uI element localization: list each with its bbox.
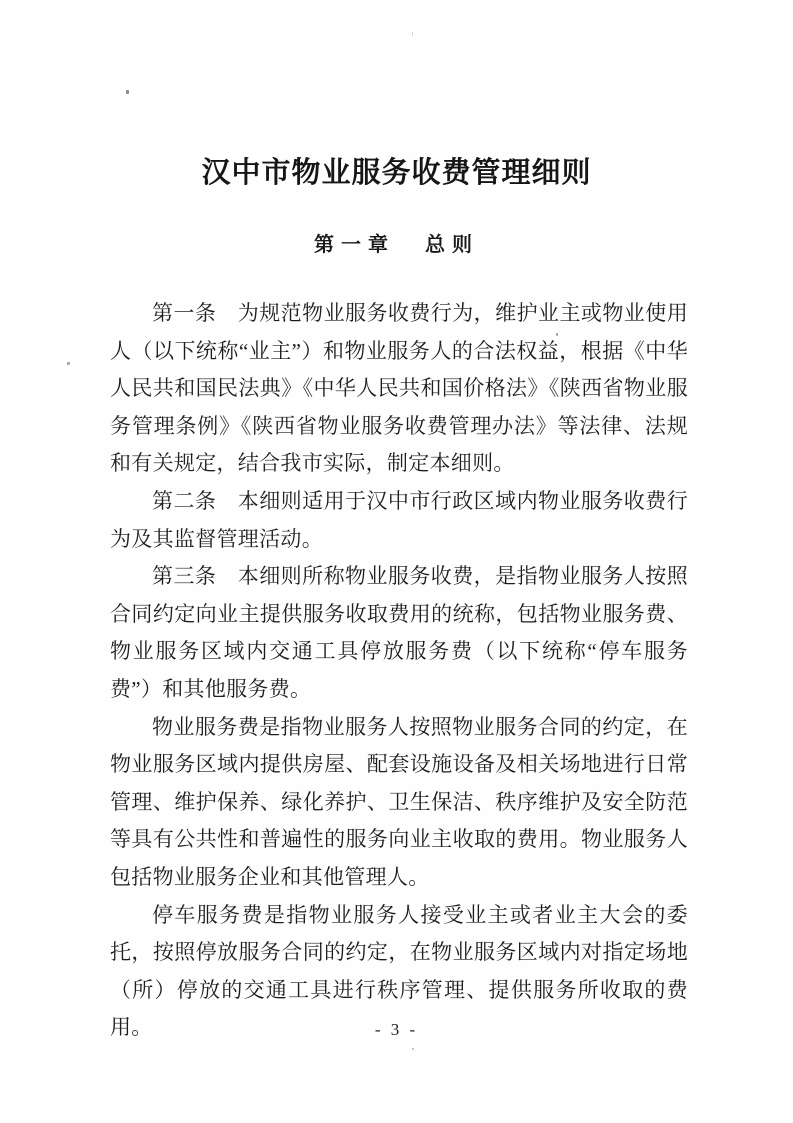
page-number: - 3 - <box>374 1020 419 1039</box>
scan-artifact-speck <box>126 90 129 94</box>
chapter-title: 总则 <box>425 234 479 256</box>
paragraph-property-service-fee-definition: 物业服务费是指物业服务人按照物业服务合同的约定，在物业服务区域内提供房屋、配套设施设备及相关场地进行日常管理、维护保养、绿化养护、卫生保洁、秩序维护及安全防范等具有公共性和普遍性的服务向业主收取的费用。物业服务人包括物业服务企业和其他管理人。 <box>110 714 688 889</box>
paragraph-article-3: 第三条 本细则所称物业服务收费，是指物业服务人按照合同约定向业主提供服务收取费用的统称，包括物业服务费、物业服务区域内交通工具停放服务费（以下统称“停车服务费”）和其他服务费。 <box>110 564 688 701</box>
paragraph-article-2: 第二条 本细则适用于汉中市行政区域内物业服务收费行为及其监督管理活动。 <box>110 488 688 551</box>
document-title: 汉中市物业服务收费管理细则 <box>201 157 592 189</box>
paragraph-parking-service-fee-definition: 停车服务费是指物业服务人接受业主或者业主大会的委托，按照停放服务合同的约定，在物业服务区域内对指定场地（所）停放的交通工具进行秩序管理、提供服务所收取的费用。 <box>110 902 688 1040</box>
scan-artifact-speck <box>67 362 70 365</box>
chapter-heading <box>0 228 793 257</box>
scan-artifact-speck <box>412 1048 414 1050</box>
document-body <box>110 295 688 1047</box>
scan-artifact-speck <box>412 32 413 36</box>
paragraph-article-1: 第一条 为规范物业服务收费行为，维护业主或物业使用人（以下统称“业主”）和物业服务人的合法权益，根据《中华人民共和国民法典》《中华人民共和国价格法》《陕西省物业服务管理条例》《陕西省物业服务收费管理办法》等法律、法规和有关规定，结合我市实际，制定本细则。 <box>110 301 688 476</box>
chapter-label: 第一章 <box>314 234 395 256</box>
